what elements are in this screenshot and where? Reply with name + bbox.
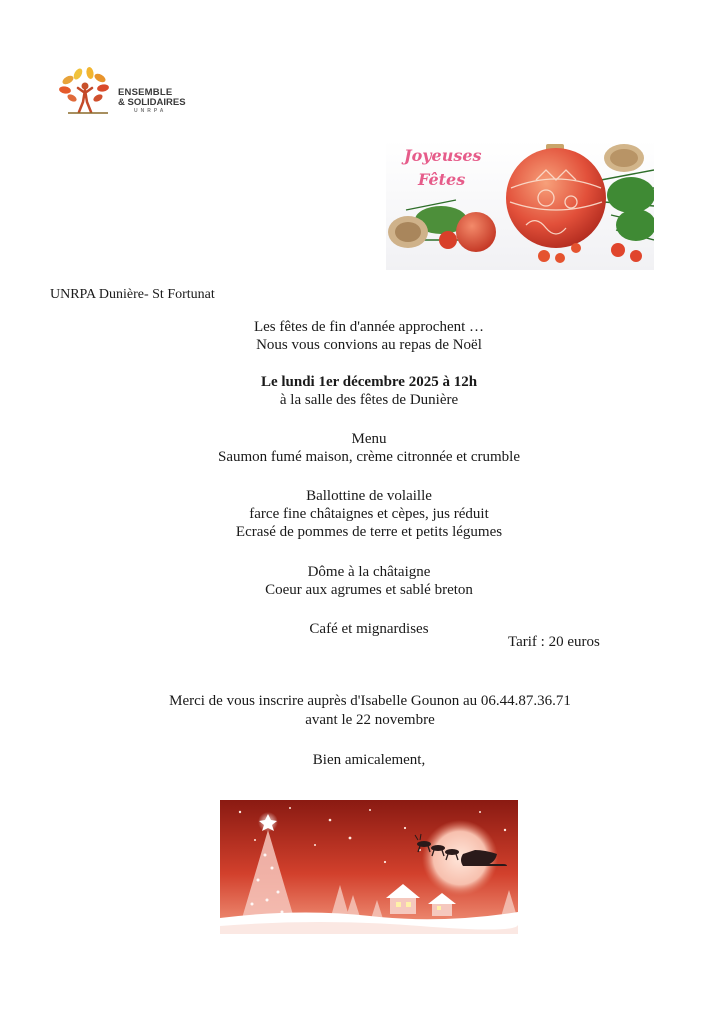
event-block: [120, 373, 618, 409]
tree-person-icon: [58, 66, 118, 116]
christmas-night-illustration: [220, 800, 518, 934]
logo-line-2: & SOLIDAIRES: [118, 97, 186, 108]
santa-sleigh-scene-image: [220, 800, 518, 934]
ornament-greeting-line-2: Fêtes: [418, 170, 466, 189]
registration-line-2: avant le 22 novembre: [305, 712, 435, 728]
price: Tarif : 20 euros: [508, 634, 600, 650]
menu-dessert-line: Dôme à la châtaigne: [307, 564, 431, 580]
intro-line-1: Les fêtes de fin d'année approchent …: [253, 319, 485, 335]
intro-line-2: Nous vous convions au repas de Noël: [256, 337, 482, 353]
menu-main-line: Ballottine de volaille: [306, 488, 432, 504]
ornament-greeting-line-1: Joyeuses: [404, 146, 482, 165]
christmas-bauble-image: [386, 140, 654, 270]
menu-coffee: Café et mignardises: [309, 621, 429, 637]
logo-line-3: UNRPA: [134, 108, 167, 114]
organization-name: UNRPA Dunière- St Fortunat: [50, 287, 215, 302]
closing-text: Bien amicalement,: [312, 752, 426, 768]
registration-line-1: Merci de vous inscrire auprès d'Isabelle Gounon au 06.44.87.36.71: [169, 693, 571, 709]
menu-dessert-block: [120, 563, 618, 599]
menu-dessert-line: Coeur aux agrumes et sablé breton: [265, 582, 473, 598]
event-place: à la salle des fêtes de Dunière: [279, 392, 459, 408]
menu-starter-block: [120, 430, 618, 466]
menu-main-block: [120, 487, 618, 541]
logo-wordmark: [118, 88, 186, 114]
menu-main-line: Ecrasé de pommes de terre et petits légumes: [235, 524, 503, 540]
ensemble-solidaires-logo: [58, 66, 198, 116]
event-date: Le lundi 1er décembre 2025 à 12h: [260, 374, 478, 390]
logo-line-1: ENSEMBLE: [118, 87, 173, 98]
menu-title: Menu: [351, 431, 387, 447]
registration-block: [100, 692, 640, 730]
menu-starter: Saumon fumé maison, crème citronnée et crumble: [218, 449, 520, 465]
menu-main-line: farce fine châtaignes et cèpes, jus réduit: [249, 506, 489, 522]
intro-block: [120, 318, 618, 354]
